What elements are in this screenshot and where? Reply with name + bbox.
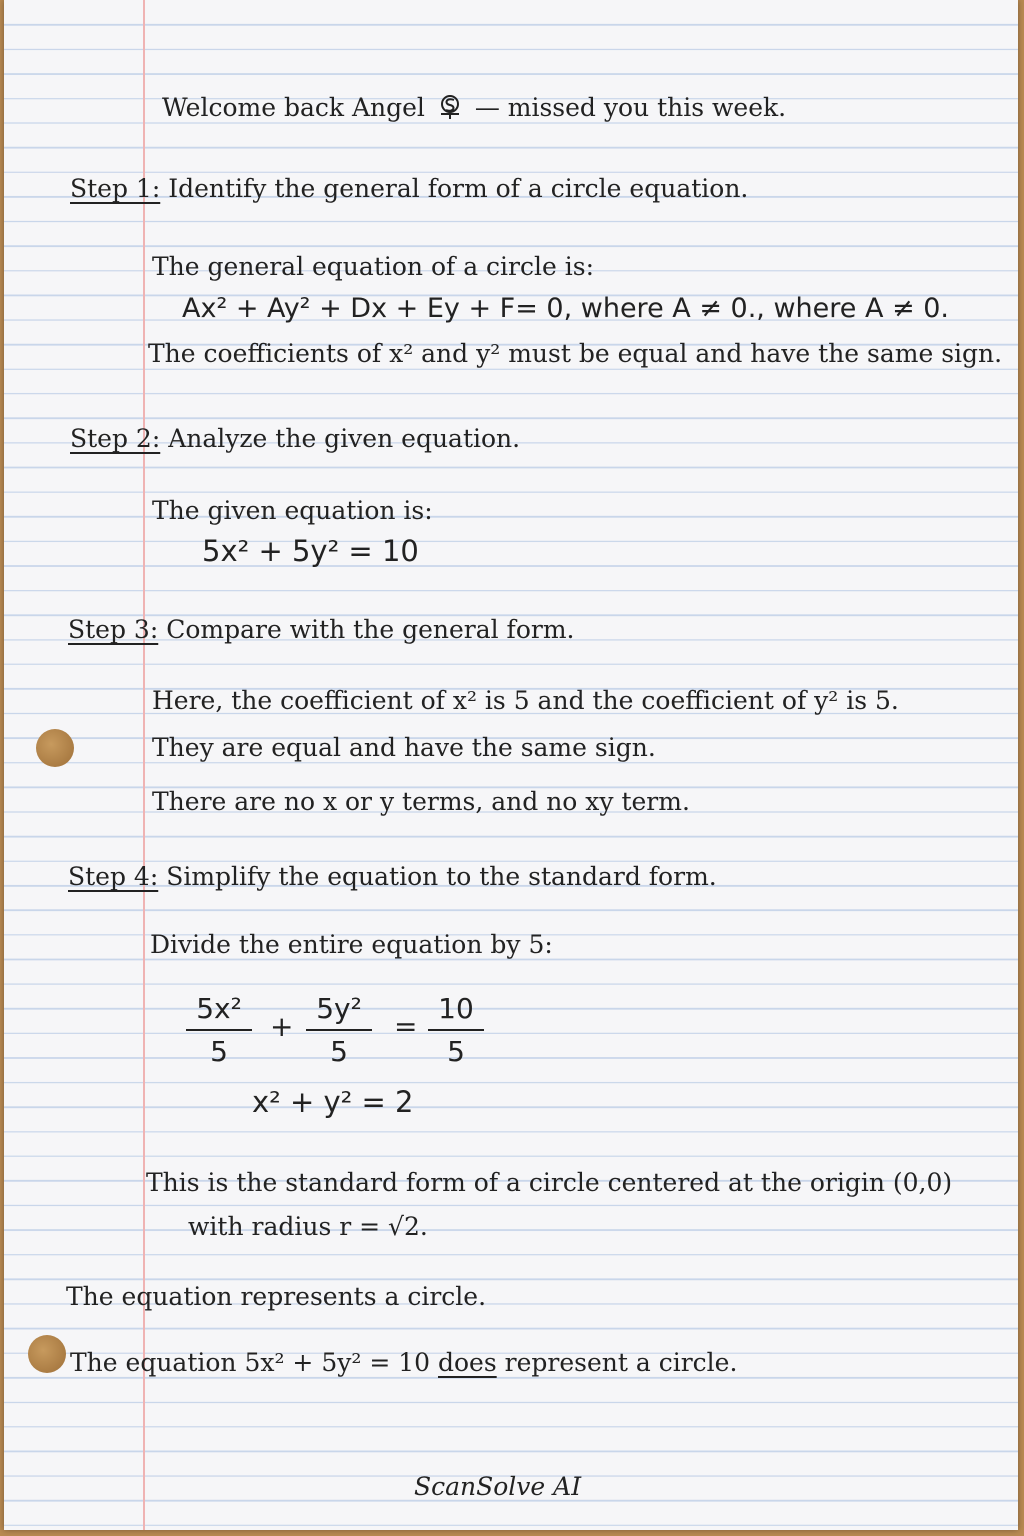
step4-title: Simplify the equation to the standard form. [166, 862, 717, 891]
fraction-denominator: 5 [447, 1035, 465, 1068]
fraction-numerator: 5y² [316, 992, 362, 1025]
step3-heading [68, 617, 574, 642]
step1-line3: The coefficients of x² and y² must be equal and have the same sign. [148, 339, 1003, 368]
greeting-suffix: — missed you this week. [474, 93, 787, 122]
conclusion-emphasis: does [438, 1348, 497, 1377]
fraction-5y2-over-5 [306, 992, 372, 1068]
step4-line1: Divide the entire equation by 5: [150, 930, 553, 959]
step2-line1: The given equation is: [152, 496, 433, 525]
step4-label: Step 4: [68, 862, 159, 891]
general-equation: Ax² + Ay² + Dx + Ey + F= 0, where A ≠ 0., where A ≠ 0. [182, 293, 949, 324]
step1-title: Identify the general form of a circle equation. [168, 174, 749, 203]
greeting [162, 94, 786, 120]
step2-title: Analyze the given equation. [168, 424, 521, 453]
punch-hole [28, 1335, 66, 1373]
punch-hole [36, 729, 74, 767]
equals-sign: = [394, 1010, 418, 1043]
scansolve-s-logo-icon [437, 94, 463, 120]
step4-heading [68, 864, 717, 889]
greeting-prefix: Welcome back Angel [162, 93, 425, 122]
fraction-denominator: 5 [330, 1035, 348, 1068]
step4-line4: This is the standard form of a circle centered at the origin (0,0) [146, 1168, 953, 1197]
step3-line2: They are equal and have the same sign. [152, 733, 656, 762]
conclusion-line1: The equation represents a circle. [66, 1282, 487, 1311]
plus-sign: + [270, 1010, 294, 1043]
step1-line1: The general equation of a circle is: [152, 252, 594, 281]
fraction-5x2-over-5 [186, 992, 252, 1068]
step3-line3: There are no x or y terms, and no xy term. [152, 787, 690, 816]
given-equation: 5x² + 5y² = 10 [202, 534, 419, 568]
fraction-denominator: 5 [210, 1035, 228, 1068]
step2-label: Step 2: [70, 424, 161, 453]
fraction-10-over-5 [428, 992, 484, 1068]
step3-label: Step 3: [68, 615, 159, 644]
conclusion-suffix: represent a circle. [504, 1348, 738, 1377]
step1-heading [70, 176, 748, 201]
conclusion-equation: The equation 5x² + 5y² = 10 [70, 1348, 431, 1377]
fraction-numerator: 10 [438, 992, 474, 1025]
standard-form-result: x² + y² = 2 [252, 1085, 414, 1119]
footer-brand: ScanSolve AI [414, 1472, 582, 1501]
step2-heading [70, 426, 520, 451]
notebook-paper [4, 0, 1018, 1530]
step1-label: Step 1: [70, 174, 161, 203]
conclusion-line2 [70, 1350, 737, 1375]
fraction-numerator: 5x² [196, 992, 242, 1025]
step3-line1: Here, the coefficient of x² is 5 and the coefficient of y² is 5. [152, 686, 899, 715]
step3-title: Compare with the general form. [166, 615, 575, 644]
step4-line5: with radius r = √2. [188, 1212, 428, 1241]
